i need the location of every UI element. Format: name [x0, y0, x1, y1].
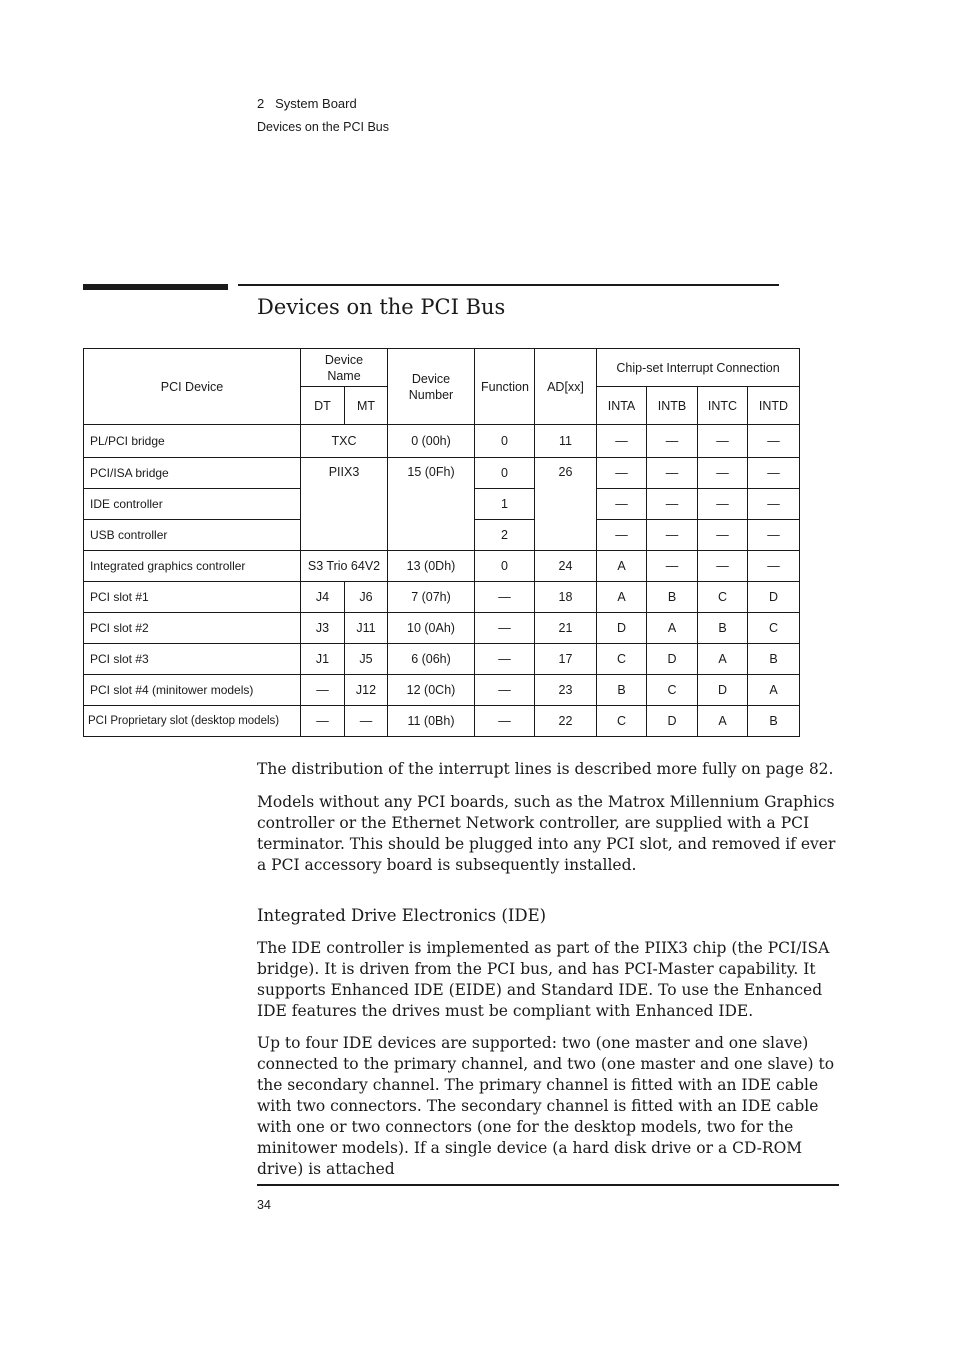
pci-devices-table [83, 348, 800, 737]
footer-rule [257, 1184, 839, 1186]
cell-function: — [475, 582, 535, 613]
cell-device: IDE controller [84, 489, 301, 520]
header-pci-device: PCI Device [84, 349, 301, 425]
cell-device: PCI/ISA bridge [84, 458, 301, 489]
paragraph-interrupt-distribution [257, 759, 847, 780]
cell-device: PCI slot #1 [84, 582, 301, 613]
paragraph-text: Models without any PCI boards, such as the Matrox Millennium Graphics controller or the Ethernet Network controller, are supplied with a PCI terminator. This should be plugged into any PCI slot, and removed if ever a PCI accessory board is subsequently installed. [257, 793, 836, 874]
cell-function: — [475, 675, 535, 706]
table-row [84, 458, 800, 489]
cell-device: PCI slot #2 [84, 613, 301, 644]
cell-ad: 17 [535, 644, 597, 675]
cell-function: 2 [475, 520, 535, 551]
cell-intc: — [698, 520, 748, 551]
cell-intb: C [647, 675, 698, 706]
cell-inta: A [597, 551, 647, 582]
header-intd: INTD [748, 387, 800, 425]
cell-device: USB controller [84, 520, 301, 551]
paragraph-ide-devices [257, 1033, 847, 1180]
table-row [84, 613, 800, 644]
cell-device-number: 15 (0Fh) [388, 458, 475, 551]
cell-inta: B [597, 675, 647, 706]
cell-inta: D [597, 613, 647, 644]
cell-intd: — [748, 489, 800, 520]
cell-function: 1 [475, 489, 535, 520]
cell-function: 0 [475, 458, 535, 489]
cell-intd: B [748, 706, 800, 737]
paragraph-text: The IDE controller is implemented as part of the PIIX3 chip (the PCI/ISA bridge). It is driven from the PCI bus, and has PCI-Master capability. It supports Enhanced IDE (EIDE) and Standard IDE. To use the Enhanced IDE features the drives must be compliant with Enhanced IDE. [257, 939, 830, 1020]
section-title: Devices on the PCI Bus [257, 295, 506, 319]
page-number: 34 [257, 1198, 271, 1212]
cell-mt: J12 [345, 675, 388, 706]
paragraph-pci-terminator [257, 792, 847, 876]
cell-intb: — [647, 551, 698, 582]
cell-inta: — [597, 489, 647, 520]
running-header-chapter: 2 System Board [257, 96, 357, 111]
cell-inta: — [597, 425, 647, 458]
cell-intd: B [748, 644, 800, 675]
subsection-title: Integrated Drive Electronics (IDE) [257, 906, 547, 925]
header-device-number-line2: Number [408, 387, 454, 402]
header-device-number-line1: Device [411, 371, 451, 386]
cell-mt: J11 [345, 613, 388, 644]
header-mt: MT [345, 387, 388, 425]
cell-intd: C [748, 613, 800, 644]
cell-intb: A [647, 613, 698, 644]
running-header-section: Devices on the PCI Bus [257, 120, 390, 134]
cell-intc: C [698, 582, 748, 613]
cell-intb: — [647, 489, 698, 520]
cell-device-number: 7 (07h) [388, 582, 475, 613]
cell-intd: — [748, 551, 800, 582]
cell-device: PL/PCI bridge [84, 425, 301, 458]
table-row [84, 425, 800, 458]
cell-intd: — [748, 520, 800, 551]
cell-ad: 18 [535, 582, 597, 613]
header-intb: INTB [647, 387, 698, 425]
header-ad: AD[xx] [535, 349, 597, 425]
cell-device-name: S3 Trio 64V2 [301, 551, 388, 582]
header-inta: INTA [597, 387, 647, 425]
cell-device-number: 6 (06h) [388, 644, 475, 675]
cell-intb: D [647, 706, 698, 737]
cell-function: — [475, 706, 535, 737]
header-chipset-interrupt: Chip-set Interrupt Connection [597, 349, 800, 387]
cell-device-number: 10 (0Ah) [388, 613, 475, 644]
cell-intc: A [698, 706, 748, 737]
cell-inta: C [597, 706, 647, 737]
table-header-row [84, 349, 800, 387]
paragraph-ide-controller [257, 938, 847, 1022]
section-rule-thick [83, 284, 228, 290]
cell-device: Integrated graphics controller [84, 551, 301, 582]
cell-device-number: 11 (0Bh) [388, 706, 475, 737]
section-rule-thin [238, 284, 779, 286]
header-device-name: Device Name [301, 349, 388, 387]
cell-ad: 22 [535, 706, 597, 737]
cell-device-name: PIIX3 [301, 458, 388, 551]
cell-device-number: 0 (00h) [388, 425, 475, 458]
cell-intc: — [698, 551, 748, 582]
cell-function: — [475, 644, 535, 675]
cell-function: 0 [475, 425, 535, 458]
cell-inta: — [597, 458, 647, 489]
cell-intb: B [647, 582, 698, 613]
cell-device-number: 12 (0Ch) [388, 675, 475, 706]
cell-dt: — [301, 706, 345, 737]
cell-intd: D [748, 582, 800, 613]
header-function: Function [475, 349, 535, 425]
cell-mt: J5 [345, 644, 388, 675]
cell-intb: — [647, 520, 698, 551]
table-row [84, 675, 800, 706]
cell-intc: A [698, 644, 748, 675]
cell-intb: — [647, 425, 698, 458]
cell-dt: — [301, 675, 345, 706]
cell-inta: — [597, 520, 647, 551]
cell-inta: A [597, 582, 647, 613]
cell-intc: — [698, 425, 748, 458]
cell-device-name: TXC [301, 425, 388, 458]
cell-ad: 21 [535, 613, 597, 644]
cell-intc: D [698, 675, 748, 706]
table-row [84, 551, 800, 582]
cell-device-number: 13 (0Dh) [388, 551, 475, 582]
cell-device: PCI slot #3 [84, 644, 301, 675]
table-row [84, 644, 800, 675]
table-row [84, 706, 800, 737]
cell-ad: 11 [535, 425, 597, 458]
cell-intc: — [698, 458, 748, 489]
cell-device: PCI Proprietary slot (desktop models) [84, 706, 301, 737]
cell-intc: B [698, 613, 748, 644]
header-dt: DT [301, 387, 345, 425]
cell-mt: — [345, 706, 388, 737]
cell-inta: C [597, 644, 647, 675]
cell-device: PCI slot #4 (minitower models) [84, 675, 301, 706]
cell-intb: D [647, 644, 698, 675]
cell-intd: A [748, 675, 800, 706]
cell-intb: — [647, 458, 698, 489]
header-intc: INTC [698, 387, 748, 425]
cell-mt: J6 [345, 582, 388, 613]
cell-intc: — [698, 489, 748, 520]
cell-function: 0 [475, 551, 535, 582]
cell-dt: J1 [301, 644, 345, 675]
header-device-number [388, 349, 475, 425]
cell-function: — [475, 613, 535, 644]
cell-intd: — [748, 425, 800, 458]
paragraph-text: The distribution of the interrupt lines is described more fully on page 82. [257, 760, 834, 778]
cell-ad: 24 [535, 551, 597, 582]
cell-ad: 26 [535, 458, 597, 551]
table-row [84, 582, 800, 613]
cell-dt: J3 [301, 613, 345, 644]
cell-dt: J4 [301, 582, 345, 613]
cell-ad: 23 [535, 675, 597, 706]
paragraph-text: Up to four IDE devices are supported: two (one master and one slave) connected to the primary channel, and two (one master and one slave) to the secondary channel. The primary channel is fitted with an IDE cable with two connectors. The secondary channel is fitted with an IDE cable with one or two connectors (one for the desktop models, two for the minitower models). If a single device (a hard disk drive or a CD-ROM drive) is attached [257, 1034, 835, 1178]
cell-intd: — [748, 458, 800, 489]
